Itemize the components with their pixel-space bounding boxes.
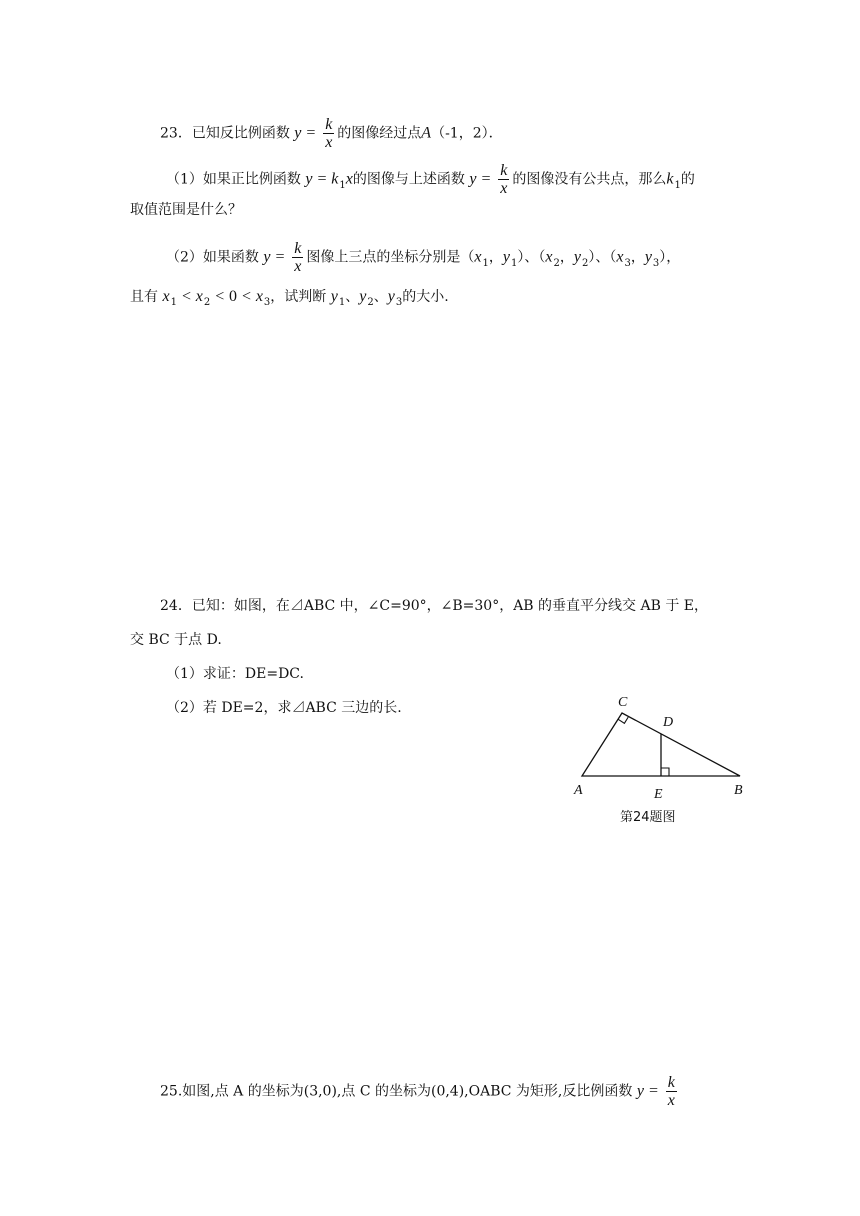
q23-line-1: 23．已知反比例函数 y = $\frac{k}{x}$ 的图像经过点A（-1，2）．	[160, 116, 503, 151]
label-A: A	[574, 783, 583, 798]
fraction-k-over-x: $\frac{k}{x}$	[325, 116, 333, 151]
label-C: C	[618, 695, 628, 710]
q24-part1: （1）求证：DE=DC.	[166, 666, 304, 682]
q25-line-1: 25.如图,点 A 的坐标为(3,0),点 C 的坐标为(0,4),OABC 为矩形,反比例函数 y = $\frac{k}{x}$	[160, 1074, 675, 1109]
q23-number: 23	[160, 125, 178, 142]
q24-line-1: 24．已知：如图，在⊿ABC 中，∠C=90°，∠B=30°，AB 的垂直平分线交 AB 于 E，	[160, 598, 709, 614]
label-B: B	[734, 783, 743, 798]
q25-number: 25	[160, 1083, 178, 1100]
fraction-k-over-x: $\frac{k}{x}$	[294, 240, 302, 275]
q23-part2-line: （2）如果函数 y = $\frac{k}{x}$ 图像上三点的坐标分别是（$x_1$，$y_1$）、（$x_2$，$y_2$）、（$x_3$，$y_3$），	[166, 240, 681, 275]
label-D: D	[663, 715, 674, 730]
fraction-k-over-x: $\frac{k}{x}$	[500, 162, 508, 197]
q24-number: 24	[160, 598, 178, 614]
triangle-figure	[566, 690, 756, 830]
fraction-k-over-x: $\frac{k}{x}$	[667, 1074, 675, 1109]
q23-part2-line-2: 且有 $x_1 < x_2 < 0 < x_3$，试判断 $y_1$、$y_2$、$y_3$的大小.	[130, 288, 449, 308]
q23-part1-line: （1）如果正比例函数 $y = k_1x$的图像与上述函数 y = $\frac{k}{x}$ 的图像没有公共点，那么$k_1$的	[166, 162, 695, 197]
q24-part2: （2）若 DE=2，求⊿ABC 三边的长.	[166, 700, 402, 716]
q24-line-2: 交 BC 于点 D.	[130, 632, 222, 648]
label-E: E	[654, 787, 663, 802]
figure-caption: 第24题图	[620, 810, 676, 825]
q23-part1-line-2: 取值范围是什么？	[130, 202, 242, 218]
